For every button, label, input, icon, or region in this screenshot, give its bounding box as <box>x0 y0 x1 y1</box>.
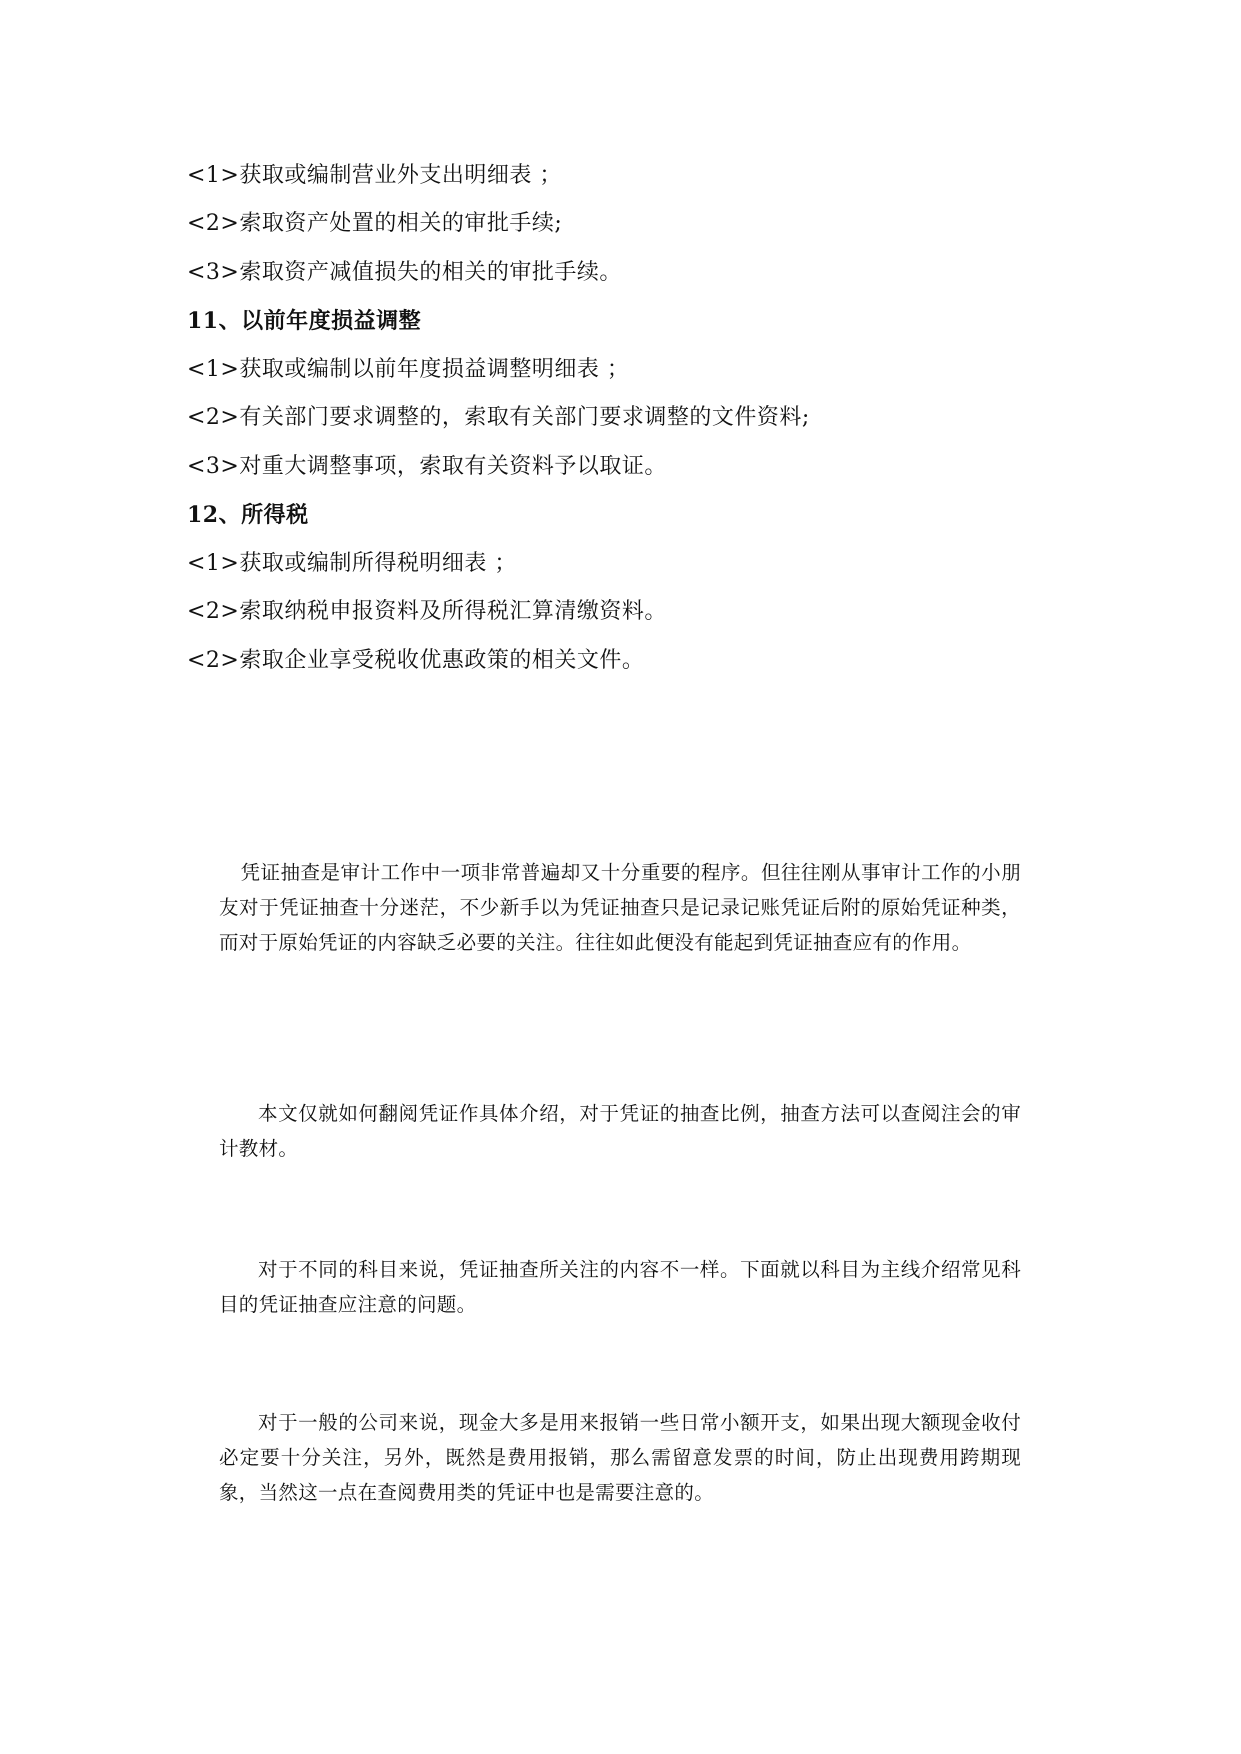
list-item: <3>索取资产减值损失的相关的审批手续。 <box>187 260 622 285</box>
article-paragraph: 凭证抽查是审计工作中一项非常普遍却又十分重要的程序。但往往刚从事审计工作的小朋友对于凭证抽查十分迷茫，不少新手以为凭证抽查只是记录记账凭证后附的原始凭证种类，而对于原始凭证的内容缺乏必要的关注。往往如此便没有能起到凭证抽查应有的作用。 <box>219 861 1021 954</box>
article-paragraph: 对于一般的公司来说，现金大多是用来报销一些日常小额开支，如果出现大额现金收付必定要十分关注，另外，既然是费用报销，那么需留意发票的时间，防止出现费用跨期现象，当然这一点在查阅费用类的凭证中也是需要注意的。 <box>219 1411 1021 1504</box>
list-item: <2>索取资产处置的相关的审批手续; <box>187 211 563 236</box>
list-item: <1>获取或编制营业外支出明细表 ； <box>187 163 562 188</box>
list-item: <2>有关部门要求调整的，索取有关部门要求调整的文件资料; <box>187 405 810 430</box>
list-item: <1>获取或编制以前年度损益调整明细表 ； <box>187 357 630 382</box>
list-item: <2>索取企业享受税收优惠政策的相关文件。 <box>187 648 645 673</box>
article-paragraph: 本文仅就如何翻阅凭证作具体介绍，对于凭证的抽查比例，抽查方法可以查阅注会的审计教材。 <box>219 1102 1021 1160</box>
section-heading-12: 12、所得税 <box>187 502 309 528</box>
article-paragraph: 对于不同的科目来说，凭证抽查所关注的内容不一样。下面就以科目为主线介绍常见科目的凭证抽查应注意的问题。 <box>219 1258 1021 1316</box>
section-heading-11: 11、以前年度损益调整 <box>187 308 422 334</box>
list-item: <2>索取纳税申报资料及所得税汇算清缴资料。 <box>187 599 667 624</box>
list-item: <3>对重大调整事项，索取有关资料予以取证。 <box>187 454 667 479</box>
list-item: <1>获取或编制所得税明细表 ； <box>187 551 517 576</box>
